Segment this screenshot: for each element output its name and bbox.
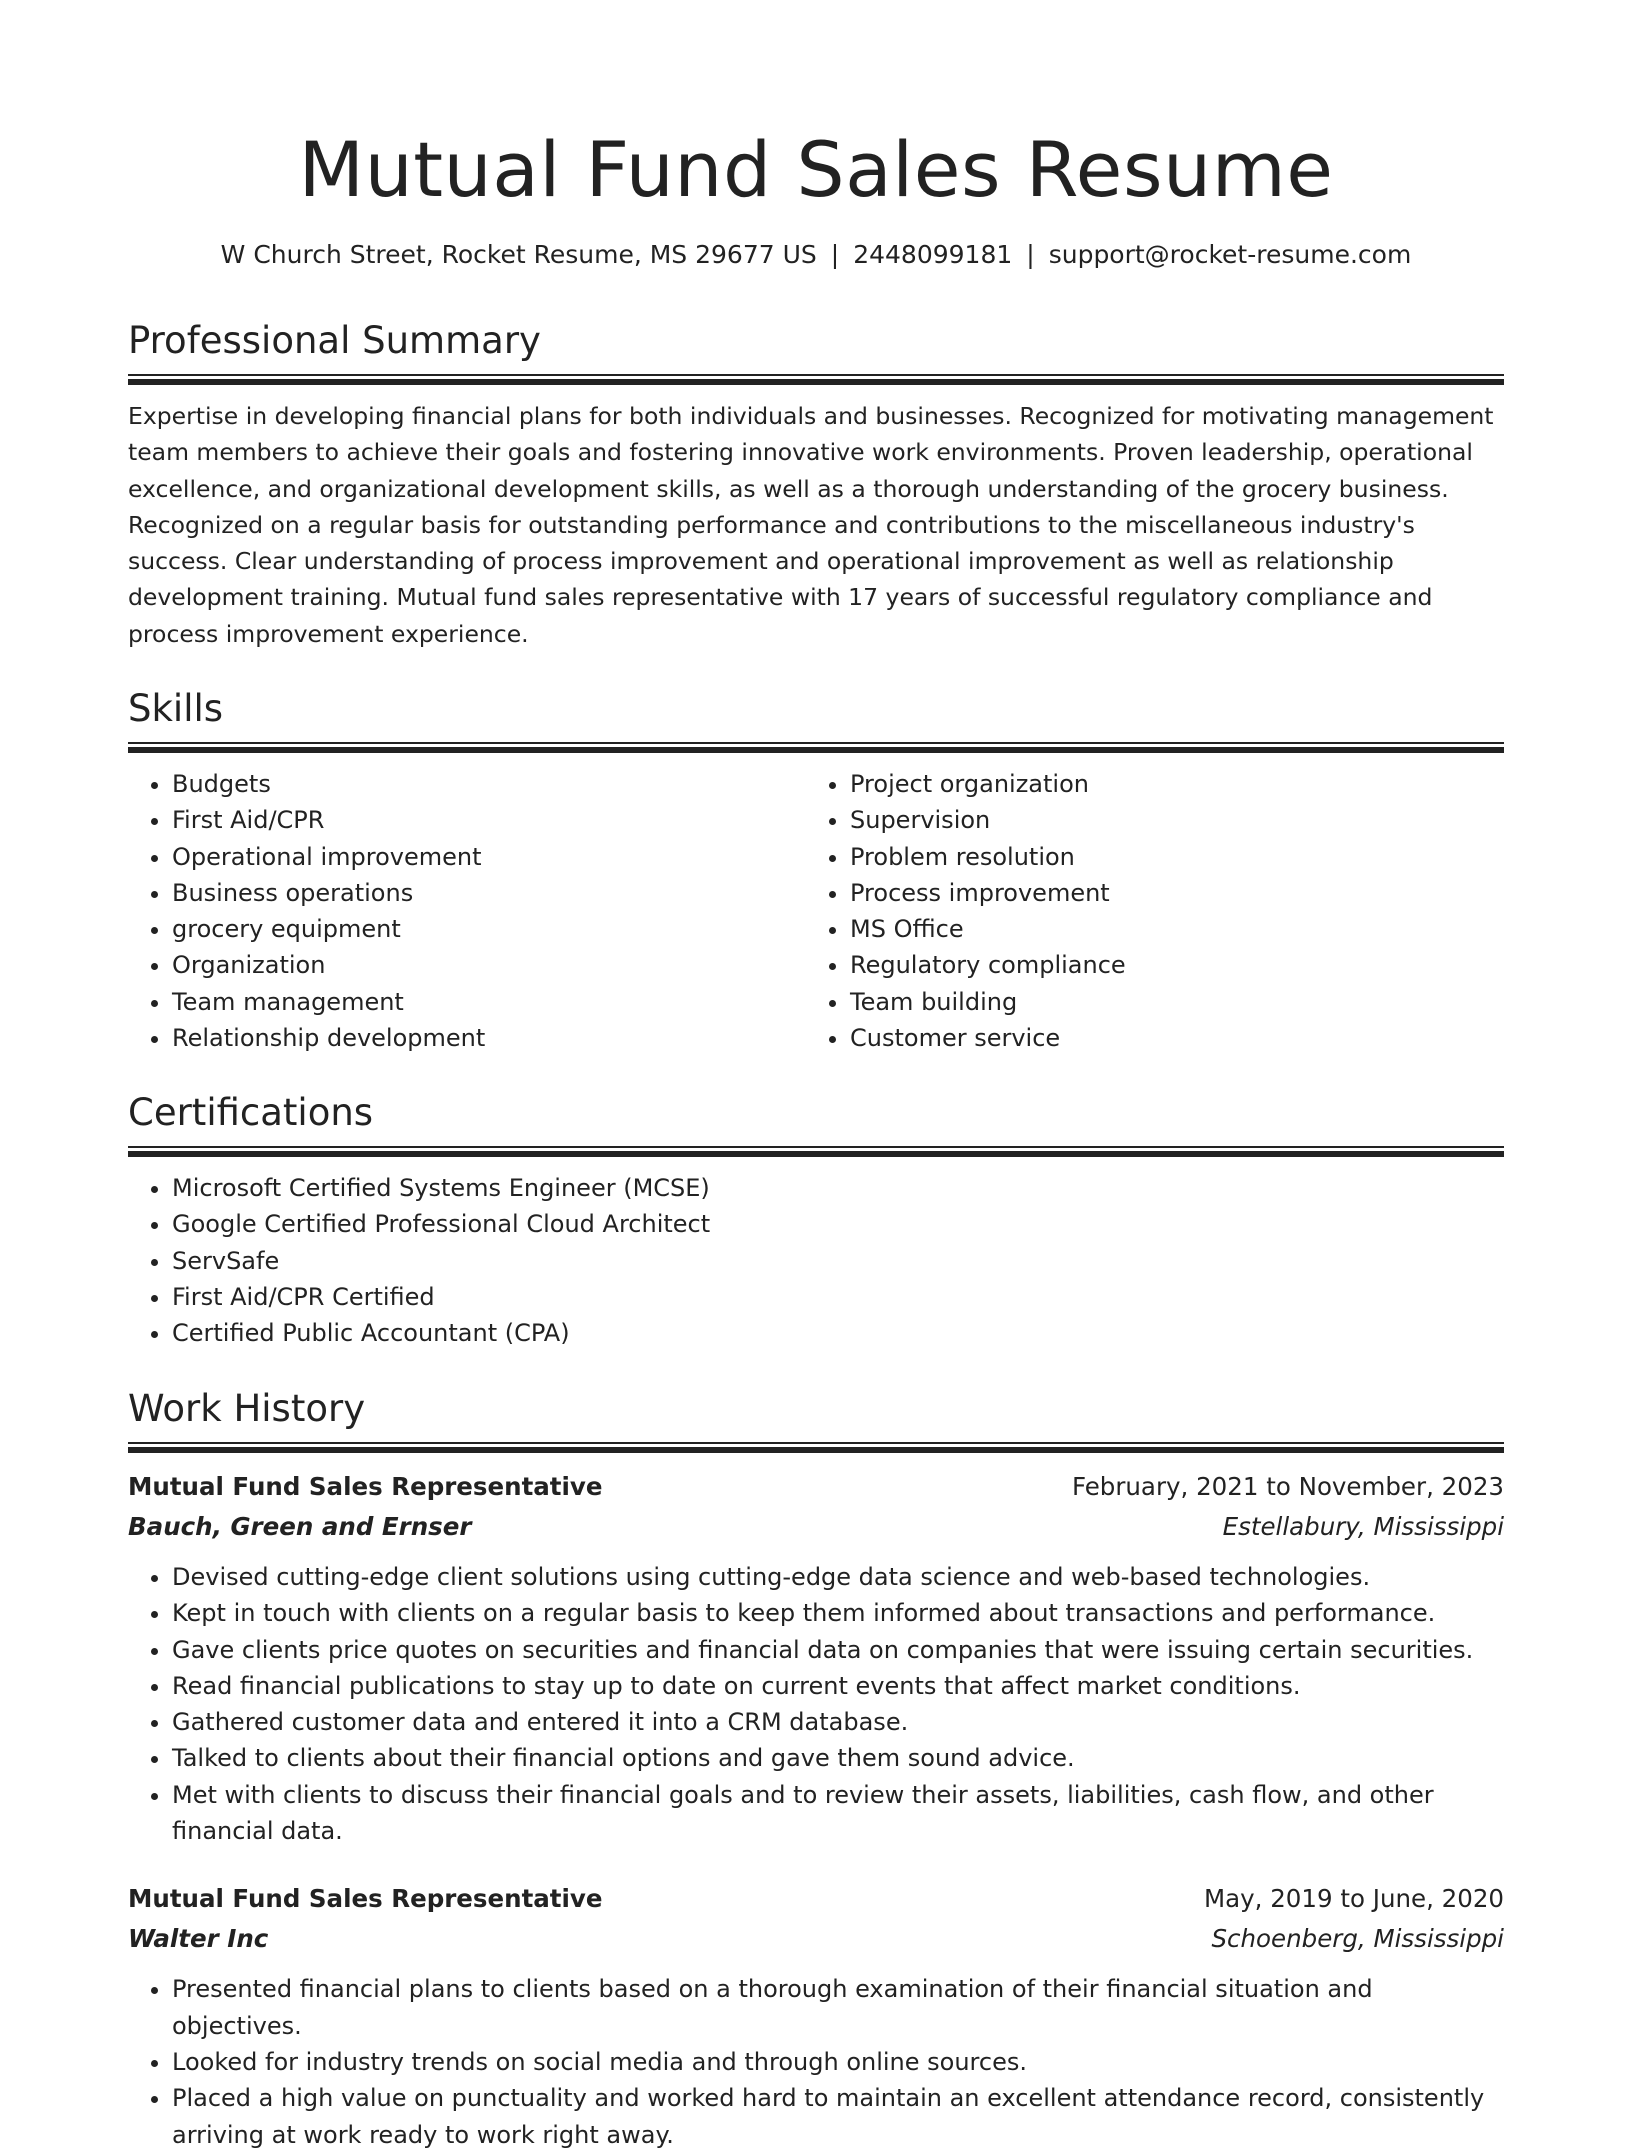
job-header-row <box>128 1879 1504 1919</box>
skills-left-list <box>128 766 806 1056</box>
contact-phone: 2448099181 <box>853 240 1013 269</box>
job-company: Bauch, Green and Ernser <box>128 1512 472 1541</box>
skills-right-list <box>806 766 1484 1056</box>
summary-text: Expertise in developing financial plans for both individuals and businesses. Recognized for motivating management team members to achieve their goals and fostering innovative work environments. Proven leadership, operational excellence, and organizational development skills, as well as a thorough understanding of the grocery business. Recognized on a regular basis for outstanding performance and contributions to the miscellaneous industry's success. Clear understanding of process improvement and operational improvement as well as relationship development training. Mutual fund sales representative with 17 years of successful regulatory compliance and process improvement experience. <box>128 402 1494 648</box>
certifications-list <box>128 1170 1504 1351</box>
certifications-heading: Certifications <box>128 1091 374 1134</box>
job-bullet: • Met with clients to discuss their financial goals and to review their assets, liabilities, cash flow, and other financial data. <box>172 1777 1504 1850</box>
skill-item: • Organization <box>172 947 806 983</box>
skill-item: • Process improvement <box>850 875 1484 911</box>
skill-item: • First Aid/CPR <box>172 802 806 838</box>
resume-page <box>128 0 1504 2149</box>
summary-heading: Professional Summary <box>128 319 541 362</box>
skill-item: • Team management <box>172 984 806 1020</box>
work-history-section <box>128 1386 1504 2153</box>
job-bullet: • Kept in touch with clients on a regular basis to keep them informed about transactions and performance. <box>172 1595 1504 1631</box>
job-bullet: • Read financial publications to stay up to date on current events that affect market conditions. <box>172 1668 1504 1704</box>
skill-item: • Problem resolution <box>850 839 1484 875</box>
resume-title: Mutual Fund Sales Resume <box>298 125 1334 214</box>
job-dates: May, 2019 to June, 2020 <box>1203 1884 1504 1914</box>
job-location: Schoenberg, Mississippi <box>1211 1924 1504 1954</box>
skills-section <box>128 686 1504 1056</box>
job-header-row <box>128 1467 1504 1507</box>
job-bullet: • Devised cutting-edge client solutions using cutting-edge data science and web-based technologies. <box>172 1559 1504 1595</box>
skill-item: • Relationship development <box>172 1020 806 1056</box>
job-title: Mutual Fund Sales Representative <box>128 1472 603 1501</box>
certification-item: • ServSafe <box>172 1243 1504 1279</box>
section-divider <box>128 1442 1504 1453</box>
section-divider <box>128 374 1504 385</box>
job-bullet: • Talked to clients about their financial options and gave them sound advice. <box>172 1740 1504 1776</box>
skill-item: • Budgets <box>172 766 806 802</box>
contact-separator: | <box>830 240 840 269</box>
job-bullet: • Looked for industry trends on social media and through online sources. <box>172 2044 1504 2080</box>
job-bullet: • Presented financial plans to clients based on a thorough examination of their financial situation and objectives. <box>172 1971 1504 2044</box>
job-bullet: • Gave clients price quotes on securities and financial data on companies that were issuing certain securities. <box>172 1632 1504 1668</box>
skill-item: • Customer service <box>850 1020 1484 1056</box>
section-divider <box>128 742 1504 753</box>
job-subheader-row <box>128 1507 1504 1547</box>
job-bullet: • Gathered customer data and entered it into a CRM database. <box>172 1704 1504 1740</box>
skill-item: • Business operations <box>172 875 806 911</box>
skill-item: • Supervision <box>850 802 1484 838</box>
skill-item: • MS Office <box>850 911 1484 947</box>
job-bullets <box>128 1559 1504 1849</box>
skills-columns <box>128 766 1504 1056</box>
section-divider <box>128 1146 1504 1157</box>
contact-line <box>128 238 1504 272</box>
skill-item: • Team building <box>850 984 1484 1020</box>
job-bullet: • Placed a high value on punctuality and worked hard to maintain an excellent attendance record, consistently arriving at work ready to work right away. <box>172 2080 1504 2153</box>
certification-item: • Google Certified Professional Cloud Architect <box>172 1206 1504 1242</box>
job-bullets <box>128 1971 1504 2152</box>
certification-item: • Microsoft Certified Systems Engineer (MCSE) <box>172 1170 1504 1206</box>
certification-item: • First Aid/CPR Certified <box>172 1279 1504 1315</box>
skill-item: • Operational improvement <box>172 839 806 875</box>
job-location: Estellabury, Mississippi <box>1222 1512 1504 1541</box>
contact-separator: | <box>1026 240 1035 269</box>
skills-heading: Skills <box>128 687 224 730</box>
job-dates: February, 2021 to November, 2023 <box>1071 1472 1504 1501</box>
skill-item: • Regulatory compliance <box>850 947 1484 983</box>
summary-section <box>128 318 1504 652</box>
work-history-heading: Work History <box>128 1387 366 1430</box>
job-subheader-row <box>128 1919 1504 1959</box>
job-title: Mutual Fund Sales Representative <box>128 1884 603 1914</box>
job-company: Walter Inc <box>128 1924 269 1954</box>
skill-item: • Project organization <box>850 766 1484 802</box>
skill-item: • grocery equipment <box>172 911 806 947</box>
contact-address: W Church Street, Rocket Resume, MS 29677 US <box>220 240 817 269</box>
certification-item: • Certified Public Accountant (CPA) <box>172 1315 1504 1351</box>
certifications-section <box>128 1090 1504 1351</box>
contact-email[interactable]: support@rocket-resume.com <box>1048 240 1412 269</box>
job-entry <box>128 1467 1504 1849</box>
